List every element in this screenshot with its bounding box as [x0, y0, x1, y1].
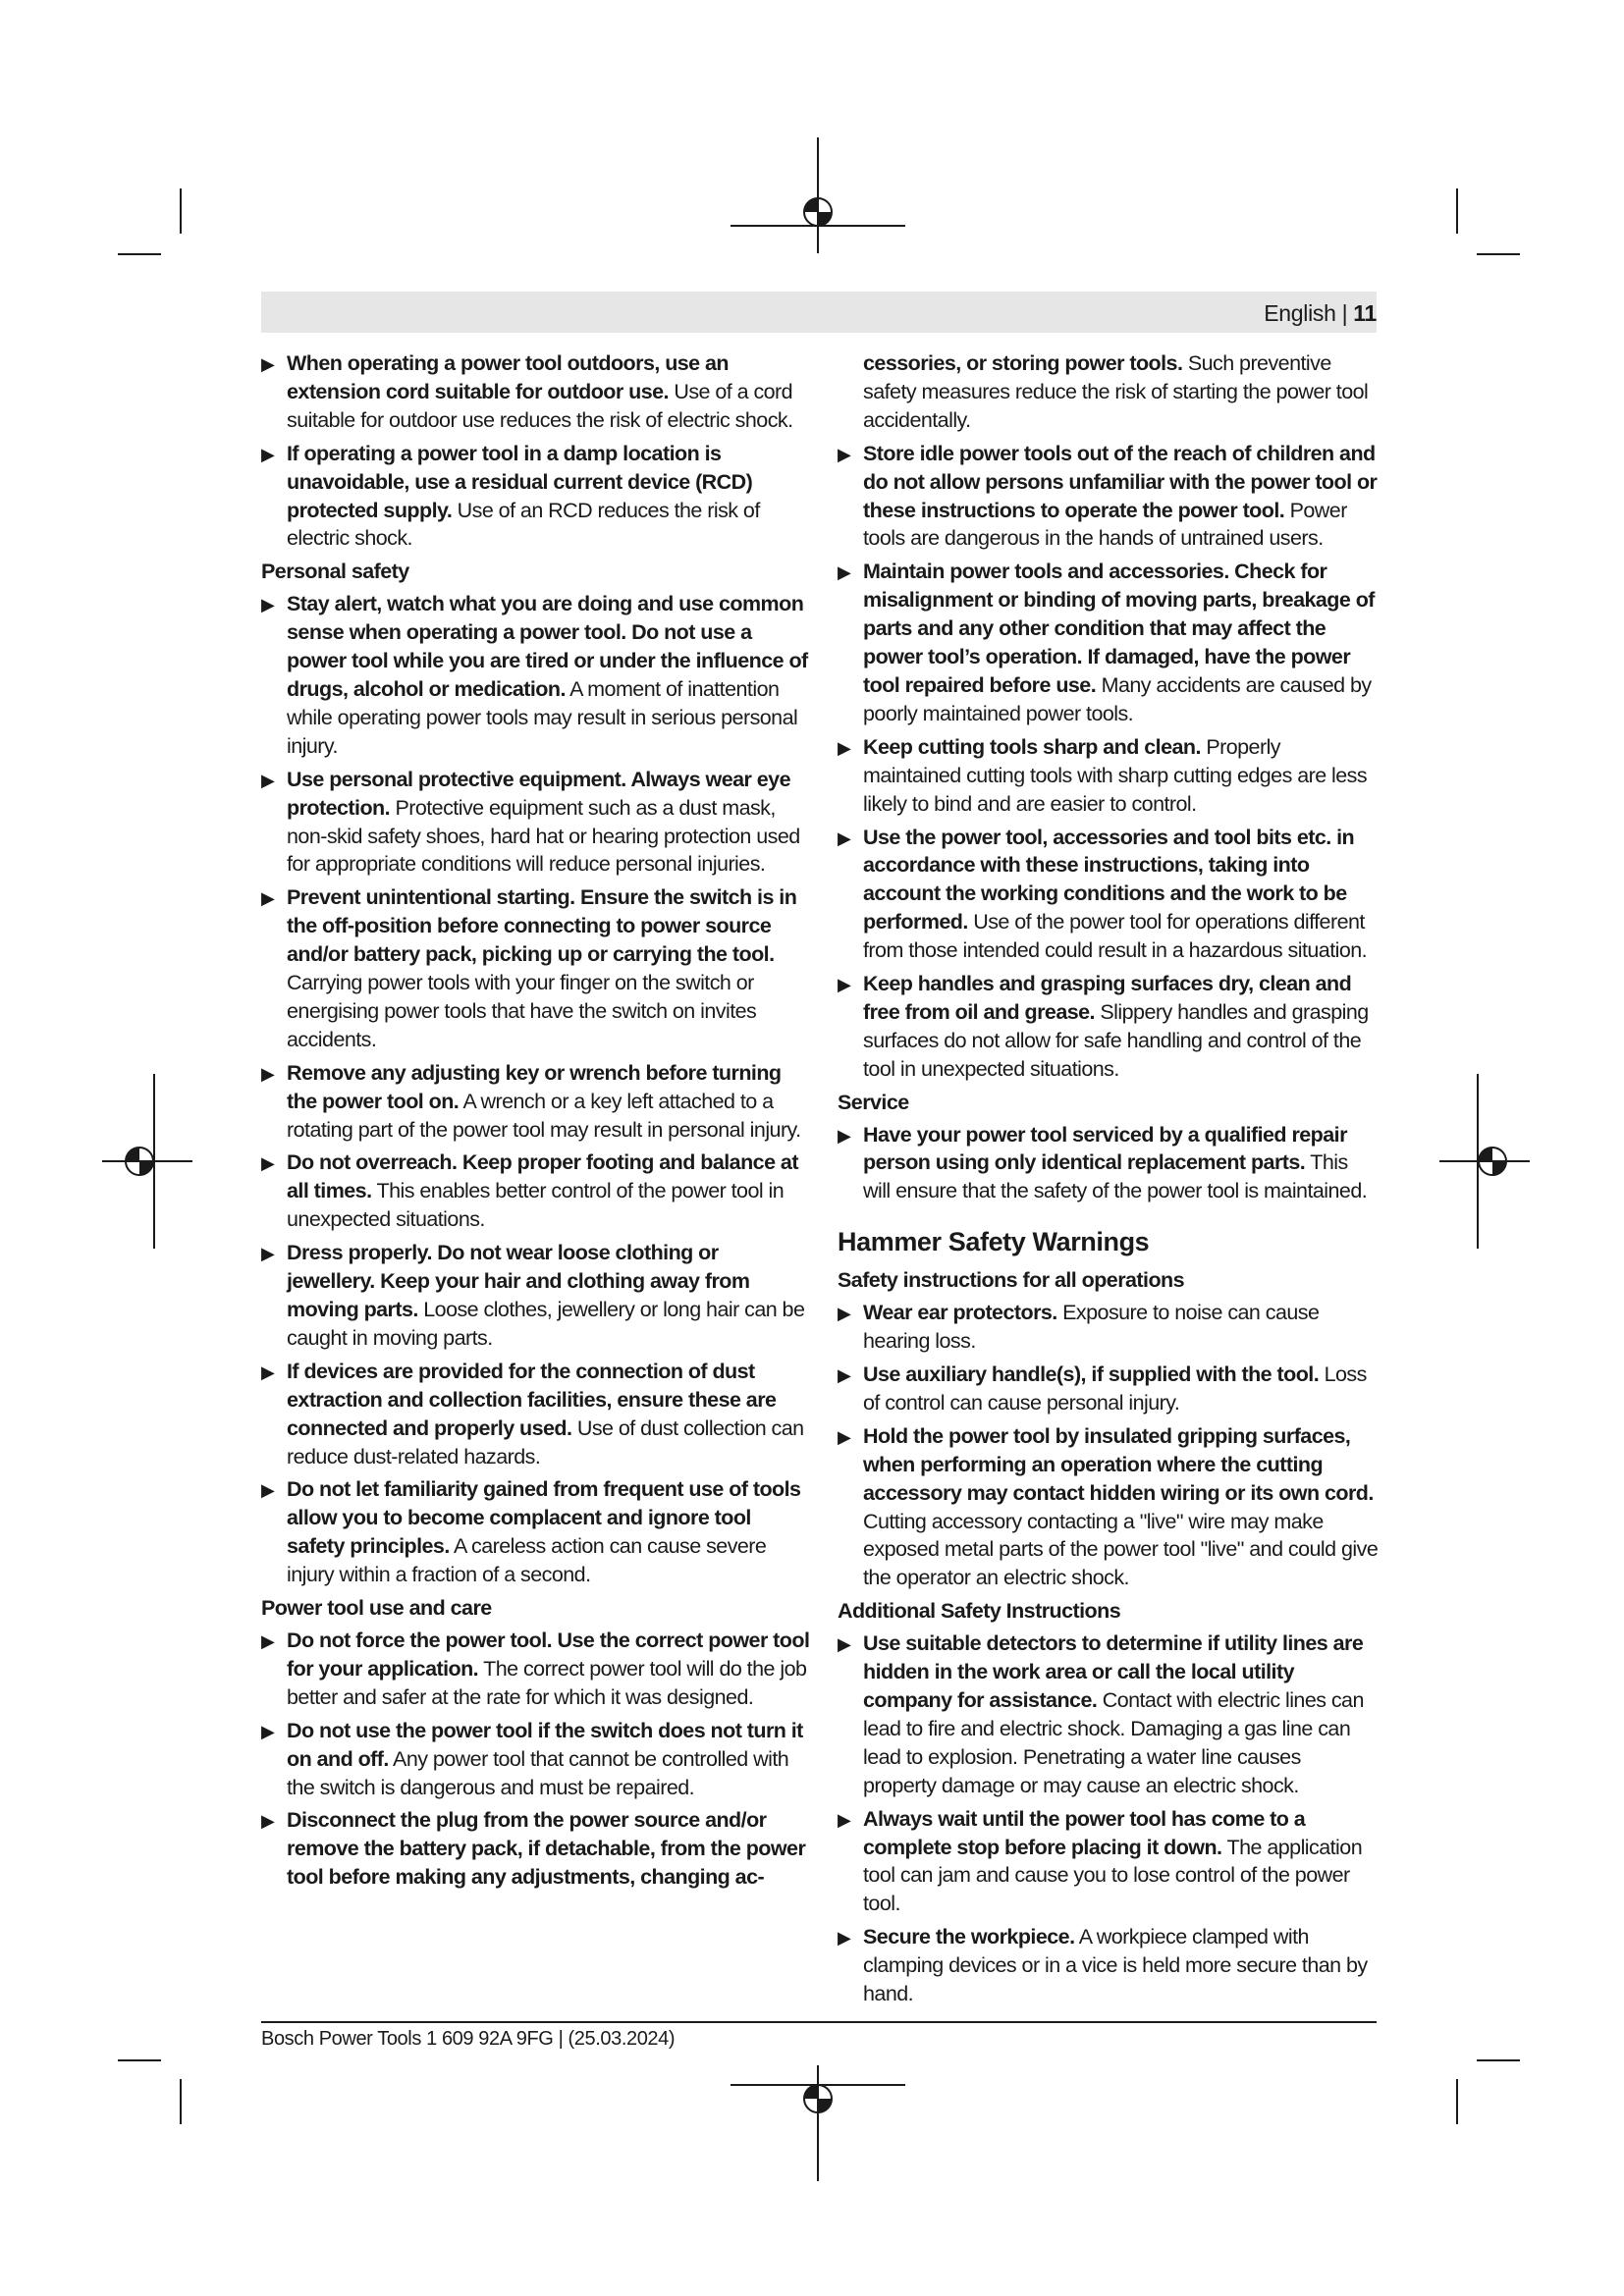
bullet-triangle-icon: ▶ — [838, 737, 851, 758]
bullet-triangle-icon: ▶ — [261, 444, 275, 464]
bullet-triangle-icon: ▶ — [261, 1480, 275, 1501]
bullet-triangle-icon: ▶ — [261, 1244, 275, 1264]
crop-mark — [118, 253, 161, 255]
registration-mark-icon — [731, 137, 905, 255]
crop-mark — [1456, 188, 1458, 234]
bullet-triangle-icon: ▶ — [261, 770, 275, 790]
list-item: ▶ When operating a power tool outdoors, use an extension cord suitable for outdoor use. Use of a cord suitable for outdoor use reduces the risk of electric shock. — [261, 351, 793, 432]
header-band — [261, 292, 1377, 333]
list-item: ▶ Dress properly. Do not wear loose clothing or jewellery. Keep your hair and clothing away from moving parts. Loose clothes, jewellery or long hair can be caught in moving parts. — [261, 1241, 805, 1350]
list-item: ▶ If operating a power tool in a damp location is unavoidable, use a residual current device (RCD) protected supply. Use of an RCD reduces the risk of electric shock. — [261, 441, 760, 551]
bullet-triangle-icon: ▶ — [261, 1721, 275, 1741]
bullet-triangle-icon: ▶ — [838, 1304, 851, 1324]
right-column — [838, 349, 1379, 2013]
list-item: ▶ Wear ear protectors. Exposure to noise can cause hearing loss. — [838, 1301, 1320, 1354]
registration-mark-icon — [102, 1074, 194, 1249]
bullet-triangle-icon: ▶ — [838, 1634, 851, 1655]
bullet-triangle-icon: ▶ — [838, 828, 851, 848]
list-item: ▶ Have your power tool serviced by a qualified repair person using only identical replacement parts. This will ensure that the safety of the power tool is maintained. — [838, 1122, 1368, 1203]
bullet-triangle-icon: ▶ — [261, 1362, 275, 1382]
bullet-triangle-icon: ▶ — [838, 444, 851, 464]
list-item: ▶ Disconnect the plug from the power source and/or remove the battery pack, if detachable, from the power tool before making any adjustments, changing ac- — [261, 1808, 806, 1890]
list-item: ▶ Keep handles and grasping surfaces dry, clean and free from oil and grease. Slippery handles and grasping surfaces do not allow for safe handling and control of the tool in unexpected situations. — [838, 972, 1369, 1081]
list-item: ▶ Do not force the power tool. Use the correct power tool for your application. The correct power tool will do the job better and safer at the rate for which it was designed. — [261, 1628, 810, 1709]
list-item: ▶ Keep cutting tools sharp and clean. Properly maintained cutting tools with sharp cutting edges are less likely to bind and are easier to control. — [838, 734, 1368, 816]
list-item: ▶ Maintain power tools and accessories. Check for misalignment or binding of moving parts, breakage of parts and any other condition that may affect the power tool’s operation. If damaged, have the power tool repaired before use. Many accidents are caused by poorly maintained power tools. — [838, 560, 1375, 725]
registration-mark-icon — [731, 2065, 905, 2183]
subheading: Service — [838, 1090, 909, 1114]
crop-mark — [1477, 2059, 1520, 2061]
crop-mark — [1456, 2079, 1458, 2124]
page-number: 11 — [1353, 300, 1377, 326]
list-item: ▶ Use suitable detectors to determine if utility lines are hidden in the work area or call the local utility company for assistance. Contact with electric lines can lead to fire and electric shock. Damaging a gas line can lead to explosion. Penetrating a water line causes property damage or may cause an electric shock. — [838, 1631, 1364, 1797]
bullet-triangle-icon: ▶ — [261, 1811, 275, 1832]
crop-mark — [118, 2059, 161, 2061]
bullet-triangle-icon: ▶ — [261, 888, 275, 909]
list-item: ▶ If devices are provided for the connection of dust extraction and collection facilities, ensure these are connected and properly used. Use of dust collection can reduce dust-related hazards. — [261, 1359, 804, 1468]
list-item: ▶ Use personal protective equipment. Always wear eye protection. Protective equipment such as a dust mask, non-skid safety shoes, hard hat or hearing protection used for appropriate conditions will reduce personal injuries. — [261, 767, 800, 877]
bullet-triangle-icon: ▶ — [261, 595, 275, 615]
section-title: Hammer Safety Warnings — [838, 1227, 1150, 1257]
subheading: Safety instructions for all operations — [838, 1268, 1185, 1293]
footer-text: Bosch Power Tools 1 609 92A 9FG | (25.03.2024) — [261, 2028, 676, 2050]
crop-mark — [180, 2079, 182, 2124]
subheading: Additional Safety Instructions — [838, 1599, 1121, 1624]
bullet-triangle-icon: ▶ — [838, 1426, 851, 1447]
list-item: ▶ Do not use the power tool if the switch does not turn it on and off. Any power tool that cannot be controlled with the switch is dangerous and must be repaired. — [261, 1718, 803, 1799]
registration-mark-icon — [1437, 1074, 1530, 1249]
list-item: ▶ Use the power tool, accessories and tool bits etc. in accordance with these instructions, taking into account the working conditions and the work to be performed. Use of the power tool for operations different from those intended could result in a hazardous situation. — [838, 825, 1368, 963]
bullet-triangle-icon: ▶ — [838, 1365, 851, 1385]
list-item: ▶ Remove any adjusting key or wrench before turning the power tool on. A wrench or a key left attached to a rotating part of the power tool may result in personal injury. — [261, 1060, 801, 1142]
left-column — [261, 349, 811, 1896]
list-item-continued: cessories, or storing power tools. Such preventive safety measures reduce the risk of starting the power tool accidentally. — [863, 351, 1369, 432]
list-item: ▶ Use auxiliary handle(s), if supplied with the tool. Loss of control can cause personal injury. — [838, 1362, 1367, 1415]
list-item: ▶ Do not overreach. Keep proper footing and balance at all times. This enables better control of the power tool in unexpected situations. — [261, 1150, 798, 1232]
header-language: English — [1264, 300, 1336, 326]
crop-mark — [180, 188, 182, 234]
crop-mark — [1477, 253, 1520, 255]
bullet-triangle-icon: ▶ — [838, 975, 851, 995]
bullet-triangle-icon: ▶ — [838, 1928, 851, 1949]
subheading: Personal safety — [261, 560, 409, 584]
bullet-triangle-icon: ▶ — [838, 1125, 851, 1146]
list-item: ▶ Secure the workpiece. A workpiece clamped with clamping devices or in a vice is held more secure than by hand. — [838, 1925, 1368, 2006]
footer-rule — [261, 2021, 1377, 2023]
bullet-triangle-icon: ▶ — [838, 562, 851, 583]
list-item: ▶ Stay alert, watch what you are doing and use common sense when operating a power tool. Do not use a power tool while you are tired or under the influence of drugs, alcohol or medication. A moment of inattention while operating power tools may result in serious personal injury. — [261, 592, 808, 758]
list-item: ▶ Hold the power tool by insulated gripping surfaces, when performing an operation where the cutting accessory may contact hidden wiring or its own cord. Cutting accessory contacting a "live" wire may make exposed metal parts of the power tool "live" and could give the operator an electric shock. — [838, 1423, 1379, 1590]
bullet-triangle-icon: ▶ — [838, 1809, 851, 1830]
subheading: Power tool use and care — [261, 1596, 492, 1621]
bullet-triangle-icon: ▶ — [261, 1153, 275, 1174]
list-item: ▶ Always wait until the power tool has come to a complete stop before placing it down. The application tool can jam and cause you to lose control of the power tool. — [838, 1806, 1363, 1916]
list-item: ▶ Do not let familiarity gained from frequent use of tools allow you to become complacent and ignore tool safety principles. A careless action can cause severe injury within a fraction of a second. — [261, 1477, 801, 1587]
bullet-triangle-icon: ▶ — [261, 1063, 275, 1084]
bullet-triangle-icon: ▶ — [261, 354, 275, 374]
list-item: ▶ Store idle power tools out of the reach of children and do not allow persons unfamiliar with the power tool or these instructions to operate the power tool. Power tools are dangerous in the hands of untrained users. — [838, 441, 1378, 551]
list-item: ▶ Prevent unintentional starting. Ensure the switch is in the off-position before connecting to power source and/or battery pack, picking up or carrying the tool. Carrying power tools with your finger on the switch or energising power tools that have the switch on invites accidents. — [261, 885, 797, 1051]
running-header: English | 11 — [1264, 300, 1377, 326]
bullet-triangle-icon: ▶ — [261, 1630, 275, 1651]
